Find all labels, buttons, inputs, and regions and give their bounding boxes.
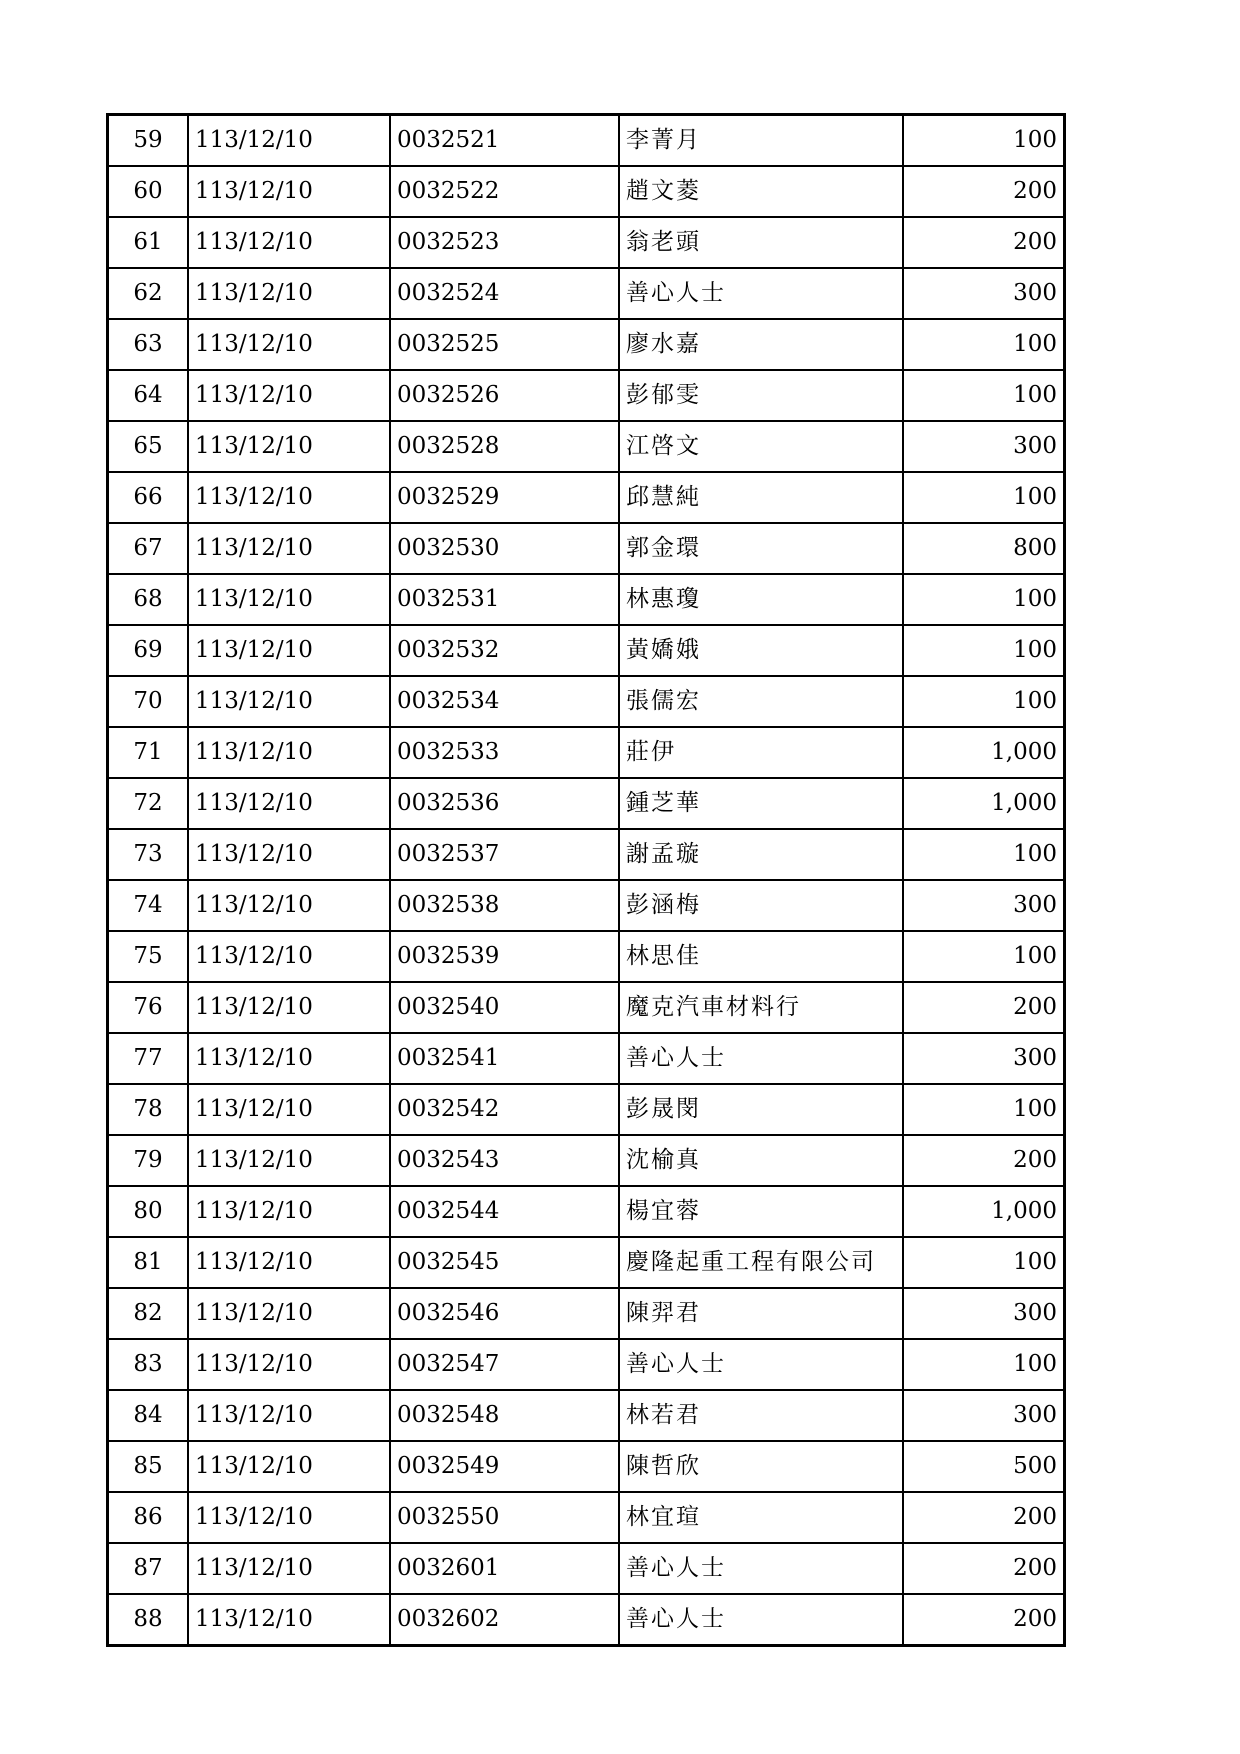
table-row <box>108 931 1065 982</box>
donor-name-cell: 謝孟璇 <box>619 829 903 880</box>
receipt-number-cell: 0032602 <box>390 1594 619 1646</box>
donor-name-cell: 鍾芝華 <box>619 778 903 829</box>
donation-amount-cell: 200 <box>903 982 1065 1033</box>
receipt-number-cell: 0032522 <box>390 166 619 217</box>
row-number-cell: 63 <box>108 319 189 370</box>
table-row <box>108 829 1065 880</box>
donation-amount-cell: 300 <box>903 1033 1065 1084</box>
row-number-cell: 83 <box>108 1339 189 1390</box>
table-row <box>108 574 1065 625</box>
table-row <box>108 1543 1065 1594</box>
receipt-number-cell: 0032532 <box>390 625 619 676</box>
donation-date-cell: 113/12/10 <box>188 472 390 523</box>
table-row <box>108 982 1065 1033</box>
donor-name-cell: 廖水嘉 <box>619 319 903 370</box>
receipt-number-cell: 0032545 <box>390 1237 619 1288</box>
row-number-cell: 85 <box>108 1441 189 1492</box>
row-number-cell: 82 <box>108 1288 189 1339</box>
donation-date-cell: 113/12/10 <box>188 1594 390 1646</box>
row-number-cell: 64 <box>108 370 189 421</box>
table-row <box>108 1339 1065 1390</box>
receipt-number-cell: 0032547 <box>390 1339 619 1390</box>
donor-name-cell: 林若君 <box>619 1390 903 1441</box>
donation-date-cell: 113/12/10 <box>188 931 390 982</box>
donation-amount-cell: 100 <box>903 931 1065 982</box>
table-row <box>108 1594 1065 1646</box>
table-row <box>108 1492 1065 1543</box>
donation-date-cell: 113/12/10 <box>188 319 390 370</box>
table-row <box>108 421 1065 472</box>
row-number-cell: 84 <box>108 1390 189 1441</box>
row-number-cell: 69 <box>108 625 189 676</box>
donation-table-body <box>108 115 1065 1646</box>
row-number-cell: 70 <box>108 676 189 727</box>
table-row <box>108 1135 1065 1186</box>
donation-date-cell: 113/12/10 <box>188 574 390 625</box>
donor-name-cell: 陳哲欣 <box>619 1441 903 1492</box>
row-number-cell: 88 <box>108 1594 189 1646</box>
row-number-cell: 81 <box>108 1237 189 1288</box>
receipt-number-cell: 0032521 <box>390 115 619 167</box>
receipt-number-cell: 0032546 <box>390 1288 619 1339</box>
donor-name-cell: 張儒宏 <box>619 676 903 727</box>
donation-date-cell: 113/12/10 <box>188 676 390 727</box>
donation-amount-cell: 1,000 <box>903 778 1065 829</box>
donor-name-cell: 陳羿君 <box>619 1288 903 1339</box>
donation-date-cell: 113/12/10 <box>188 1492 390 1543</box>
receipt-number-cell: 0032531 <box>390 574 619 625</box>
donation-date-cell: 113/12/10 <box>188 778 390 829</box>
donor-name-cell: 楊宜蓉 <box>619 1186 903 1237</box>
row-number-cell: 59 <box>108 115 189 167</box>
receipt-number-cell: 0032530 <box>390 523 619 574</box>
row-number-cell: 78 <box>108 1084 189 1135</box>
donation-amount-cell: 100 <box>903 829 1065 880</box>
donation-date-cell: 113/12/10 <box>188 1186 390 1237</box>
receipt-number-cell: 0032534 <box>390 676 619 727</box>
donor-name-cell: 林惠瓊 <box>619 574 903 625</box>
donor-name-cell: 彭涵梅 <box>619 880 903 931</box>
donation-amount-cell: 100 <box>903 676 1065 727</box>
row-number-cell: 79 <box>108 1135 189 1186</box>
row-number-cell: 73 <box>108 829 189 880</box>
row-number-cell: 68 <box>108 574 189 625</box>
donation-amount-cell: 200 <box>903 1492 1065 1543</box>
table-row <box>108 1390 1065 1441</box>
receipt-number-cell: 0032541 <box>390 1033 619 1084</box>
donor-name-cell: 善心人士 <box>619 1339 903 1390</box>
table-row <box>108 370 1065 421</box>
donation-amount-cell: 100 <box>903 625 1065 676</box>
donor-name-cell: 善心人士 <box>619 268 903 319</box>
table-row <box>108 1084 1065 1135</box>
donation-date-cell: 113/12/10 <box>188 982 390 1033</box>
row-number-cell: 86 <box>108 1492 189 1543</box>
table-row <box>108 319 1065 370</box>
donation-date-cell: 113/12/10 <box>188 115 390 167</box>
receipt-number-cell: 0032549 <box>390 1441 619 1492</box>
table-row <box>108 523 1065 574</box>
donor-name-cell: 黃嬌娥 <box>619 625 903 676</box>
receipt-number-cell: 0032525 <box>390 319 619 370</box>
receipt-number-cell: 0032537 <box>390 829 619 880</box>
donation-amount-cell: 200 <box>903 217 1065 268</box>
receipt-number-cell: 0032528 <box>390 421 619 472</box>
donation-date-cell: 113/12/10 <box>188 217 390 268</box>
donor-name-cell: 善心人士 <box>619 1594 903 1646</box>
table-row <box>108 778 1065 829</box>
donation-table <box>106 113 1066 1647</box>
table-row <box>108 1237 1065 1288</box>
row-number-cell: 60 <box>108 166 189 217</box>
donation-date-cell: 113/12/10 <box>188 523 390 574</box>
donation-date-cell: 113/12/10 <box>188 1237 390 1288</box>
donation-date-cell: 113/12/10 <box>188 370 390 421</box>
table-row <box>108 727 1065 778</box>
table-row <box>108 217 1065 268</box>
table-row <box>108 1441 1065 1492</box>
donation-amount-cell: 300 <box>903 1288 1065 1339</box>
donor-name-cell: 林宜瑄 <box>619 1492 903 1543</box>
table-row <box>108 676 1065 727</box>
donation-amount-cell: 100 <box>903 319 1065 370</box>
donor-name-cell: 魔克汽車材料行 <box>619 982 903 1033</box>
row-number-cell: 74 <box>108 880 189 931</box>
row-number-cell: 66 <box>108 472 189 523</box>
row-number-cell: 71 <box>108 727 189 778</box>
donation-amount-cell: 500 <box>903 1441 1065 1492</box>
receipt-number-cell: 0032540 <box>390 982 619 1033</box>
donation-date-cell: 113/12/10 <box>188 829 390 880</box>
table-row <box>108 166 1065 217</box>
receipt-number-cell: 0032550 <box>390 1492 619 1543</box>
row-number-cell: 75 <box>108 931 189 982</box>
donation-date-cell: 113/12/10 <box>188 1135 390 1186</box>
donation-date-cell: 113/12/10 <box>188 268 390 319</box>
donation-date-cell: 113/12/10 <box>188 166 390 217</box>
receipt-number-cell: 0032543 <box>390 1135 619 1186</box>
donation-amount-cell: 300 <box>903 421 1065 472</box>
donor-name-cell: 翁老頭 <box>619 217 903 268</box>
donation-amount-cell: 200 <box>903 1543 1065 1594</box>
donation-date-cell: 113/12/10 <box>188 1543 390 1594</box>
donor-name-cell: 善心人士 <box>619 1033 903 1084</box>
receipt-number-cell: 0032539 <box>390 931 619 982</box>
donor-name-cell: 莊伊 <box>619 727 903 778</box>
donation-date-cell: 113/12/10 <box>188 1339 390 1390</box>
donation-amount-cell: 100 <box>903 1339 1065 1390</box>
donation-amount-cell: 200 <box>903 1135 1065 1186</box>
donation-date-cell: 113/12/10 <box>188 421 390 472</box>
donor-name-cell: 沈榆真 <box>619 1135 903 1186</box>
donor-name-cell: 慶隆起重工程有限公司 <box>619 1237 903 1288</box>
receipt-number-cell: 0032529 <box>390 472 619 523</box>
receipt-number-cell: 0032601 <box>390 1543 619 1594</box>
donation-amount-cell: 300 <box>903 1390 1065 1441</box>
receipt-number-cell: 0032533 <box>390 727 619 778</box>
donation-amount-cell: 100 <box>903 370 1065 421</box>
donation-ledger-page <box>106 113 1066 1647</box>
row-number-cell: 80 <box>108 1186 189 1237</box>
donation-date-cell: 113/12/10 <box>188 1441 390 1492</box>
table-row <box>108 625 1065 676</box>
row-number-cell: 65 <box>108 421 189 472</box>
donor-name-cell: 江啓文 <box>619 421 903 472</box>
row-number-cell: 77 <box>108 1033 189 1084</box>
receipt-number-cell: 0032544 <box>390 1186 619 1237</box>
table-row <box>108 472 1065 523</box>
donation-amount-cell: 100 <box>903 1237 1065 1288</box>
donation-amount-cell: 800 <box>903 523 1065 574</box>
donor-name-cell: 邱慧純 <box>619 472 903 523</box>
receipt-number-cell: 0032523 <box>390 217 619 268</box>
donation-amount-cell: 300 <box>903 268 1065 319</box>
receipt-number-cell: 0032536 <box>390 778 619 829</box>
donation-date-cell: 113/12/10 <box>188 1084 390 1135</box>
receipt-number-cell: 0032526 <box>390 370 619 421</box>
donor-name-cell: 彭郁雯 <box>619 370 903 421</box>
donation-amount-cell: 100 <box>903 472 1065 523</box>
donation-date-cell: 113/12/10 <box>188 880 390 931</box>
donation-amount-cell: 200 <box>903 166 1065 217</box>
donor-name-cell: 趙文菱 <box>619 166 903 217</box>
donation-amount-cell: 100 <box>903 1084 1065 1135</box>
receipt-number-cell: 0032524 <box>390 268 619 319</box>
donation-date-cell: 113/12/10 <box>188 625 390 676</box>
donation-amount-cell: 1,000 <box>903 1186 1065 1237</box>
donation-date-cell: 113/12/10 <box>188 1390 390 1441</box>
table-row <box>108 880 1065 931</box>
donation-amount-cell: 1,000 <box>903 727 1065 778</box>
row-number-cell: 76 <box>108 982 189 1033</box>
donation-date-cell: 113/12/10 <box>188 1033 390 1084</box>
row-number-cell: 67 <box>108 523 189 574</box>
row-number-cell: 62 <box>108 268 189 319</box>
table-row <box>108 1186 1065 1237</box>
donation-amount-cell: 100 <box>903 574 1065 625</box>
table-row <box>108 1288 1065 1339</box>
donation-amount-cell: 300 <box>903 880 1065 931</box>
donation-amount-cell: 200 <box>903 1594 1065 1646</box>
table-row <box>108 1033 1065 1084</box>
table-row <box>108 115 1065 167</box>
donor-name-cell: 彭晟閔 <box>619 1084 903 1135</box>
row-number-cell: 87 <box>108 1543 189 1594</box>
donor-name-cell: 善心人士 <box>619 1543 903 1594</box>
row-number-cell: 72 <box>108 778 189 829</box>
donation-date-cell: 113/12/10 <box>188 1288 390 1339</box>
donor-name-cell: 李菁月 <box>619 115 903 167</box>
receipt-number-cell: 0032548 <box>390 1390 619 1441</box>
row-number-cell: 61 <box>108 217 189 268</box>
receipt-number-cell: 0032542 <box>390 1084 619 1135</box>
donation-date-cell: 113/12/10 <box>188 727 390 778</box>
donor-name-cell: 郭金環 <box>619 523 903 574</box>
receipt-number-cell: 0032538 <box>390 880 619 931</box>
donation-amount-cell: 100 <box>903 115 1065 167</box>
table-row <box>108 268 1065 319</box>
donor-name-cell: 林思佳 <box>619 931 903 982</box>
